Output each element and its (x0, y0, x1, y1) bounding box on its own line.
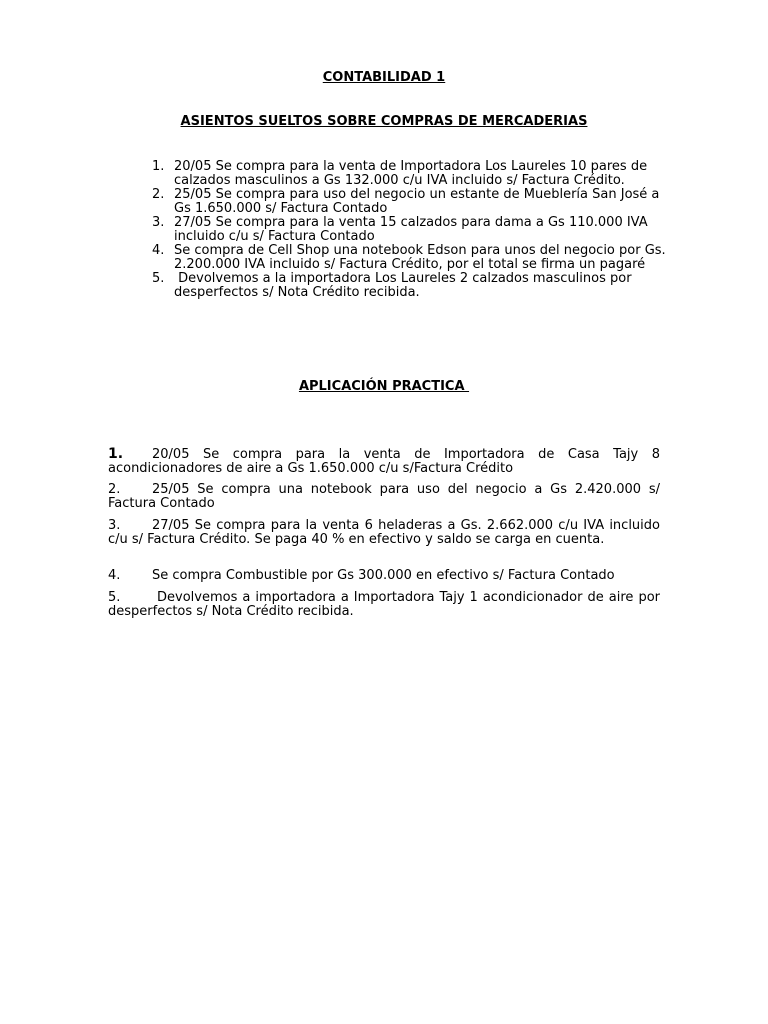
aplicacion-item-number: 4. (108, 568, 121, 583)
list-item (146, 160, 666, 188)
aplicacion-item-text: 25/05 Se compra una notebook para uso del negocio a Gs 2.420.000 s/ Factura Contado (108, 482, 660, 511)
list-item (146, 216, 666, 244)
list-item-text: 25/05 Se compra para uso del negocio un estante de Mueblería San José a Gs 1.650.000 s/ Factura Contado (174, 187, 660, 216)
list-item-text: Se compra de Cell Shop una notebook Edson para unos del negocio por Gs. 2.200.000 IVA incluido s/ Factura Crédito, por el total se firma un pagaré (174, 243, 666, 272)
list-item-text: 20/05 Se compra para la venta de Importadora Los Laureles 10 pares de calzados masculinos a Gs 132.000 c/u IVA incluido s/ Factura Crédito. (174, 159, 648, 188)
asientos-list (146, 160, 666, 300)
list-item-number: 4. (152, 243, 165, 258)
list-item-text: 27/05 Se compra para la venta 15 calzados para dama a Gs 110.000 IVA incluido c/u s/ Factura Contado (174, 215, 648, 244)
aplicacion-item (108, 447, 660, 476)
list-item-number: 2. (152, 187, 165, 202)
aplicacion-item (108, 483, 660, 511)
aplicacion-item-number: 5. (108, 590, 121, 605)
list-item-number: 5. (152, 271, 165, 286)
aplicacion-item-number: 3. (108, 518, 121, 533)
section-heading-aplicacion: APLICACIÓN PRACTICA (298, 379, 470, 394)
list-item-number: 1. (152, 159, 165, 174)
list-item-number: 3. (152, 215, 165, 230)
list-item-text: Devolvemos a la importadora Los Laureles 2 calzados masculinos por desperfectos s/ Nota Crédito recibida. (174, 271, 636, 300)
aplicacion-item-text: 27/05 Se compra para la venta 6 heladeras a Gs. 2.662.000 c/u IVA incluido c/u s/ Factura Crédito. Se paga 40 % en efectivo y saldo se carga en cuenta. (108, 518, 660, 547)
aplicacion-item-text: Se compra Combustible por Gs 300.000 en efectivo s/ Factura Contado (152, 568, 615, 583)
aplicacion-item (108, 590, 665, 619)
aplicacion-item-number: 1. (108, 446, 124, 462)
aplicacion-item-text: 20/05 Se compra para la venta de Importadora de Casa Tajy 8 acondicionadores de aire a Gs 1.650.000 c/u s/Factura Crédito (108, 447, 660, 476)
list-item (146, 272, 666, 300)
aplicacion-item (108, 519, 660, 547)
aplicacion-item-number: 2. (108, 482, 121, 497)
page-title: CONTABILIDAD 1 (322, 70, 446, 85)
list-item (146, 188, 666, 216)
section-heading-asientos: ASIENTOS SUELTOS SOBRE COMPRAS DE MERCADERIAS (180, 114, 588, 129)
aplicacion-item-text: Devolvemos a importadora a Importadora Tajy 1 acondicionador de aire por desperfectos s/ Nota Crédito recibida. (108, 590, 665, 619)
list-item (146, 244, 666, 272)
aplicacion-item (108, 569, 660, 583)
